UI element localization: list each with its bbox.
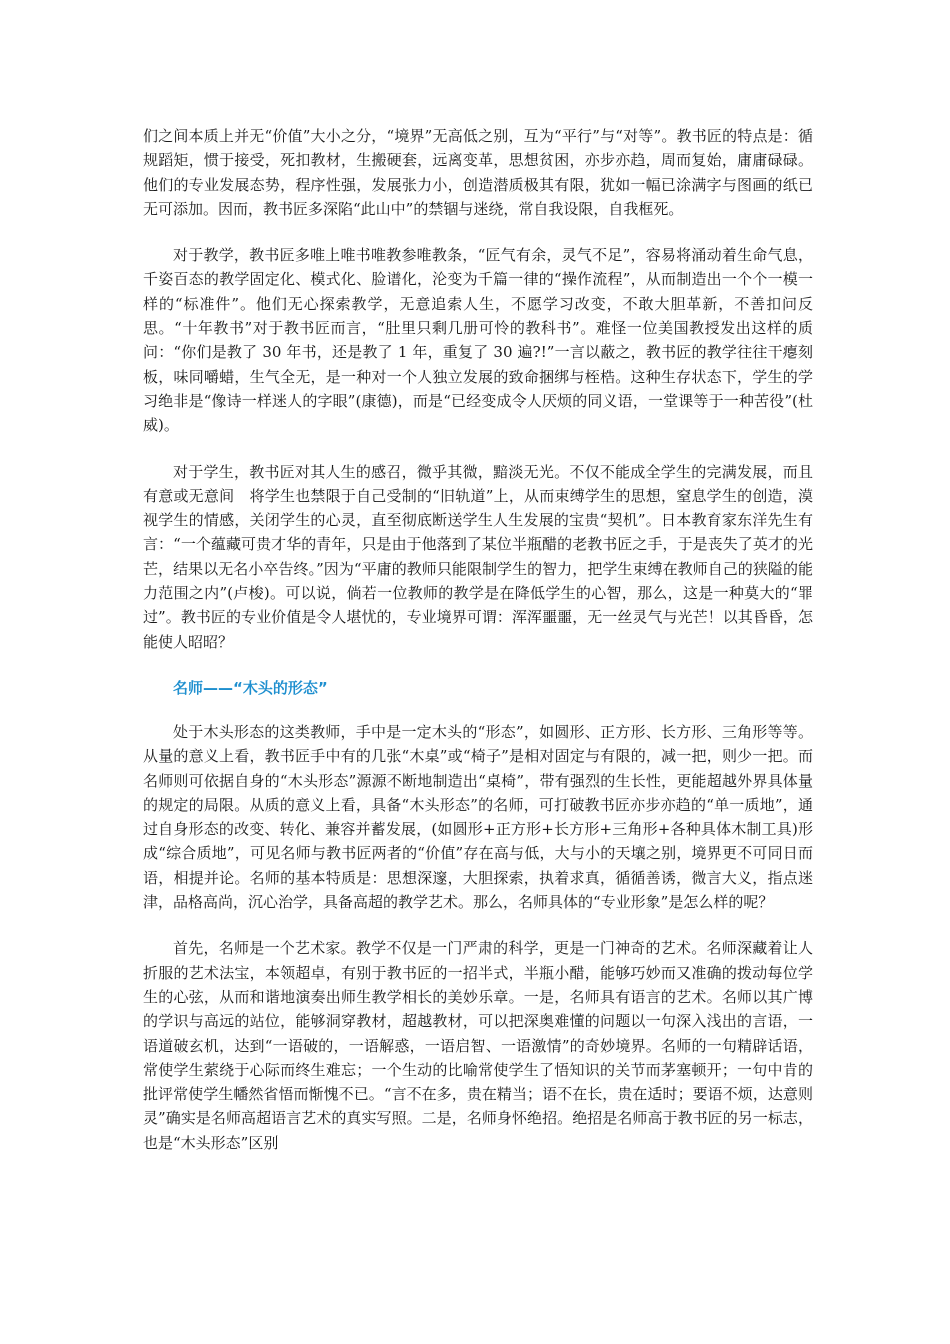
paragraph-2: 对于教学，教书匠多唯上唯书唯教参唯教条，“匠气有余，灵气不足”，容易将涌动着生命气息，千姿百态的教学固定化、模式化、脸谱化，沦变为千篇一律的“操作流程”，从而制造出一个个一模一样的“标准件”。他们无心探索教学，无意追索人生，不愿学习改变，不敢大胆革新，不善扣问反思。“十年教书”对于教书匠而言，“肚里只剩几册可怜的教科书”。难怪一位美国教授发出这样的质问：“你们是教了 30 年书，还是教了 1 年，重复了 30 遍?!”一言以蔽之，教书匠的教学往往干瘪刻板，味同嚼蜡，生气全无，是一种对一个人独立发展的致命捆绑与桎梏。这种生存状态下，学生的学习绝非是“像诗一样迷人的字眼”(康德)，而是“已经变成令人厌烦的同义语，一堂课等于一种苦役”(杜威)。 — [143, 246, 813, 435]
document-page — [143, 124, 813, 1177]
paragraph-3: 对于学生，教书匠对其人生的感召，微乎其微，黯淡无光。不仅不能成全学生的完满发展，而且有意或无意间 将学生也禁限于自己受制的“旧轨道”上，从而束缚学生的思想，窒息学生的创造，漠视学生的情感，关闭学生的心灵，直至彻底断送学生人生发展的宝贵“契机”。日本教育家东洋先生有言：“一个蕴藏可贵才华的青年，只是由于他落到了某位半瓶醋的老教书匠之手，于是丧失了英才的光芒，结果以无名小卒告终。”因为“平庸的教师只能限制学生的智力，把学生束缚在教师自己的狭隘的能力范围之内”(卢梭)。可以说，倘若一位教师的教学是在降低学生的心智，那么，这是一种莫大的“罪过”。教书匠的专业价值是令人堪忧的，专业境界可谓：浑浑噩噩，无一丝灵气与光芒！以其昏昏，怎能使人昭昭？ — [143, 462, 813, 651]
paragraph-4: 处于木头形态的这类教师，手中是一定木头的“形态”，如圆形、正方形、长方形、三角形等等。从量的意义上看，教书匠手中有的几张“木桌”或“椅子”是相对固定与有限的，减一把，则少一把。而名师则可依据自身的“木头形态”源源不断地制造出“桌椅”，带有强烈的生长性，更能超越外界具体量的规定的局限。从质的意义上看，具备“木头形态”的名师，可打破教书匠亦步亦趋的“单一质地”，通过自身形态的改变、转化、兼容并蓄发展，(如圆形+正方形+长方形+三角形+各种具体木制工具)形成“综合质地”，可见名师与教书匠两者的“价值”存在高与低，大与小的天壤之别，境界更不可同日而语，相提并论。名师的基本特质是：思想深邃，大胆探索，执着求真，循循善诱，微言大义，指点迷津，品格高尚，沉心治学，具备高超的教学艺术。那么，名师具体的“专业形象”是怎么样的呢？ — [143, 722, 813, 912]
paragraph-5: 首先，名师是一个艺术家。教学不仅是一门严肃的科学，更是一门神奇的艺术。名师深藏着让人折服的艺术法宝，本领超卓，有别于教书匠的一招半式，半瓶小醋，能够巧妙而又准确的拨动每位学生的心弦，从而和谐地演奏出师生教学相长的美妙乐章。一是，名师具有语言的艺术。名师以其广博的学识与高远的站位，能够洞穿教材，超越教材，可以把深奥难懂的问题以一句深入浅出的言语，一语道破玄机，达到“一语破的，一语解惑，一语启智、一语激情”的奇妙境界。名师的一句精辟话语，常使学生萦绕于心际而终生难忘；一个生动的比喻常使学生了悟知识的关节而茅塞顿开；一句中肯的批评常使学生幡然省悟而惭愧不已。“言不在多，贵在精当；语不在长，贵在适时；要语不烦，达意则灵”确实是名师高超语言艺术的真实写照。二是，名师身怀绝招。绝招是名师高于教书匠的另一标志，也是“木头形态”区别 — [143, 939, 813, 1152]
section-heading: 名师——“木头的形态” — [173, 678, 328, 697]
paragraph-1: 们之间本质上并无“价值”大小之分，“境界”无高低之别，互为“平行”与“对等”。教书匠的特点是：循规蹈矩，惯于接受，死扣教材，生搬硬套，远离变革，思想贫困，亦步亦趋，周而复始，庸庸碌碌。他们的专业发展态势，程序性强，发展张力小，创造潜质极其有限，犹如一幅已涂满字与图画的纸已无可添加。因而，教书匠多深陷“此山中”的禁锢与迷绕，常自我设限，自我框死。 — [143, 127, 813, 218]
